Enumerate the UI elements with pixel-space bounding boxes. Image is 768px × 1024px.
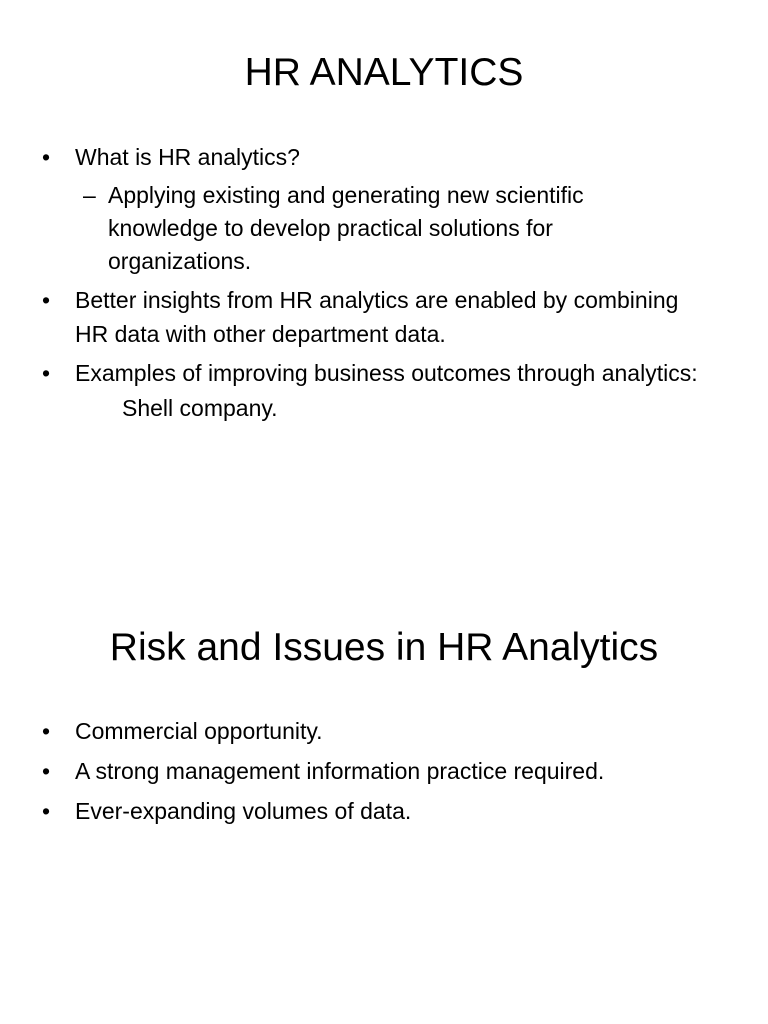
- bullet-marker: •: [42, 144, 51, 170]
- bullet-list: [0, 140, 768, 425]
- bullet-text: Examples of improving business outcomes through analytics:: [75, 360, 698, 386]
- bullet-text: A strong management information practice required.: [75, 758, 605, 784]
- bullet-marker: •: [42, 287, 51, 313]
- slide-title: HR ANALYTICS: [244, 51, 524, 94]
- bullet-list: [0, 714, 768, 834]
- bullet-item: [0, 283, 768, 351]
- bullet-marker: •: [42, 360, 51, 386]
- bullet-marker: •: [42, 798, 51, 824]
- sub-bullet-item: [0, 179, 768, 278]
- sub-bullet-text: Applying existing and generating new scientific knowledge to develop practical solutions for organizations.: [108, 182, 584, 274]
- bullet-marker: •: [42, 758, 51, 784]
- bullet-item: [0, 714, 768, 748]
- bullet-text: Better insights from HR analytics are enabled by combining HR data with other department data.: [75, 287, 679, 347]
- dash-marker: –: [83, 182, 96, 208]
- bullet-text: Ever-expanding volumes of data.: [75, 798, 412, 824]
- slide-title: Risk and Issues in HR Analytics: [109, 626, 659, 669]
- slide-risk-and-issues: [0, 512, 768, 1024]
- bullet-text: Commercial opportunity.: [75, 718, 323, 744]
- bullet-item: [0, 140, 768, 174]
- bullet-item: [0, 754, 768, 788]
- example-line: Shell company.: [122, 395, 278, 421]
- bullet-text: What is HR analytics?: [75, 144, 300, 170]
- bullet-marker: •: [42, 718, 51, 744]
- bullet-item: [0, 356, 768, 390]
- bullet-item: [0, 794, 768, 828]
